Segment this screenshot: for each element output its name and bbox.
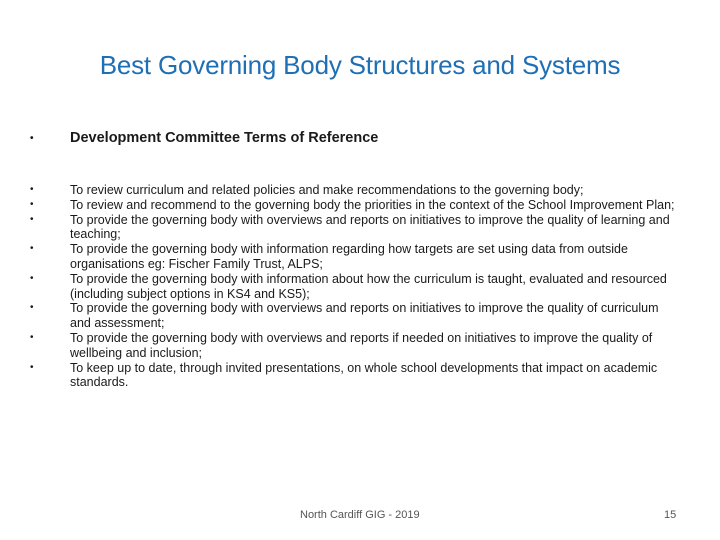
heading-bullet-list	[30, 130, 682, 147]
bullet-dot-icon: •	[30, 198, 34, 210]
slide-title: Best Governing Body Structures and Systems	[99, 50, 621, 80]
list-item-text: To provide the governing body with information regarding how targets are set using data from outside organisations eg: Fischer Family Trust, ALPS;	[70, 242, 628, 271]
list-item-text: To provide the governing body with overviews and reports if needed on initiatives to improve the quality of wellbeing and inclusion;	[70, 330, 653, 360]
slide-footer: North Cardiff GIG - 2019	[300, 509, 420, 521]
bullet-dot-icon: •	[30, 133, 34, 144]
heading-bullet	[30, 130, 682, 147]
list-item-text: To provide the governing body with overviews and reports on initiatives to improve the quality of curriculum and assessment;	[70, 301, 659, 331]
bullet-dot-icon: •	[30, 184, 34, 195]
bullet-dot-icon: •	[30, 213, 34, 225]
list-item	[30, 242, 682, 272]
terms-bullet-list	[30, 183, 682, 390]
list-item-text: To review and recommend to the governing body the priorities in the context of the School Improvement Plan;	[70, 197, 675, 212]
list-item	[30, 213, 682, 243]
list-item-text: To provide the governing body with overviews and reports on initiatives to improve the quality of learning and teaching;	[70, 212, 670, 242]
list-item-text: To review curriculum and related policies and make recommendations to the governing body;	[70, 183, 584, 197]
list-item	[30, 301, 682, 331]
bullet-dot-icon: •	[30, 272, 34, 284]
list-item	[30, 183, 682, 198]
list-item	[30, 361, 682, 391]
bullet-dot-icon: •	[30, 331, 34, 343]
list-item-text: To provide the governing body with information about how the curriculum is taught, evaluated and resourced (including subject options in KS4 and KS5);	[70, 271, 667, 301]
page-number: 15	[664, 509, 677, 521]
bullet-dot-icon: •	[30, 302, 34, 314]
bullet-dot-icon: •	[30, 243, 34, 255]
heading-bullet-text: Development Committee Terms of Reference	[70, 130, 379, 146]
list-item	[30, 198, 682, 213]
list-item	[30, 331, 682, 361]
list-item-text: To keep up to date, through invited presentations, on whole school developments that impact on academic standards.	[70, 360, 658, 390]
bullet-dot-icon: •	[30, 361, 34, 373]
list-item	[30, 272, 682, 302]
